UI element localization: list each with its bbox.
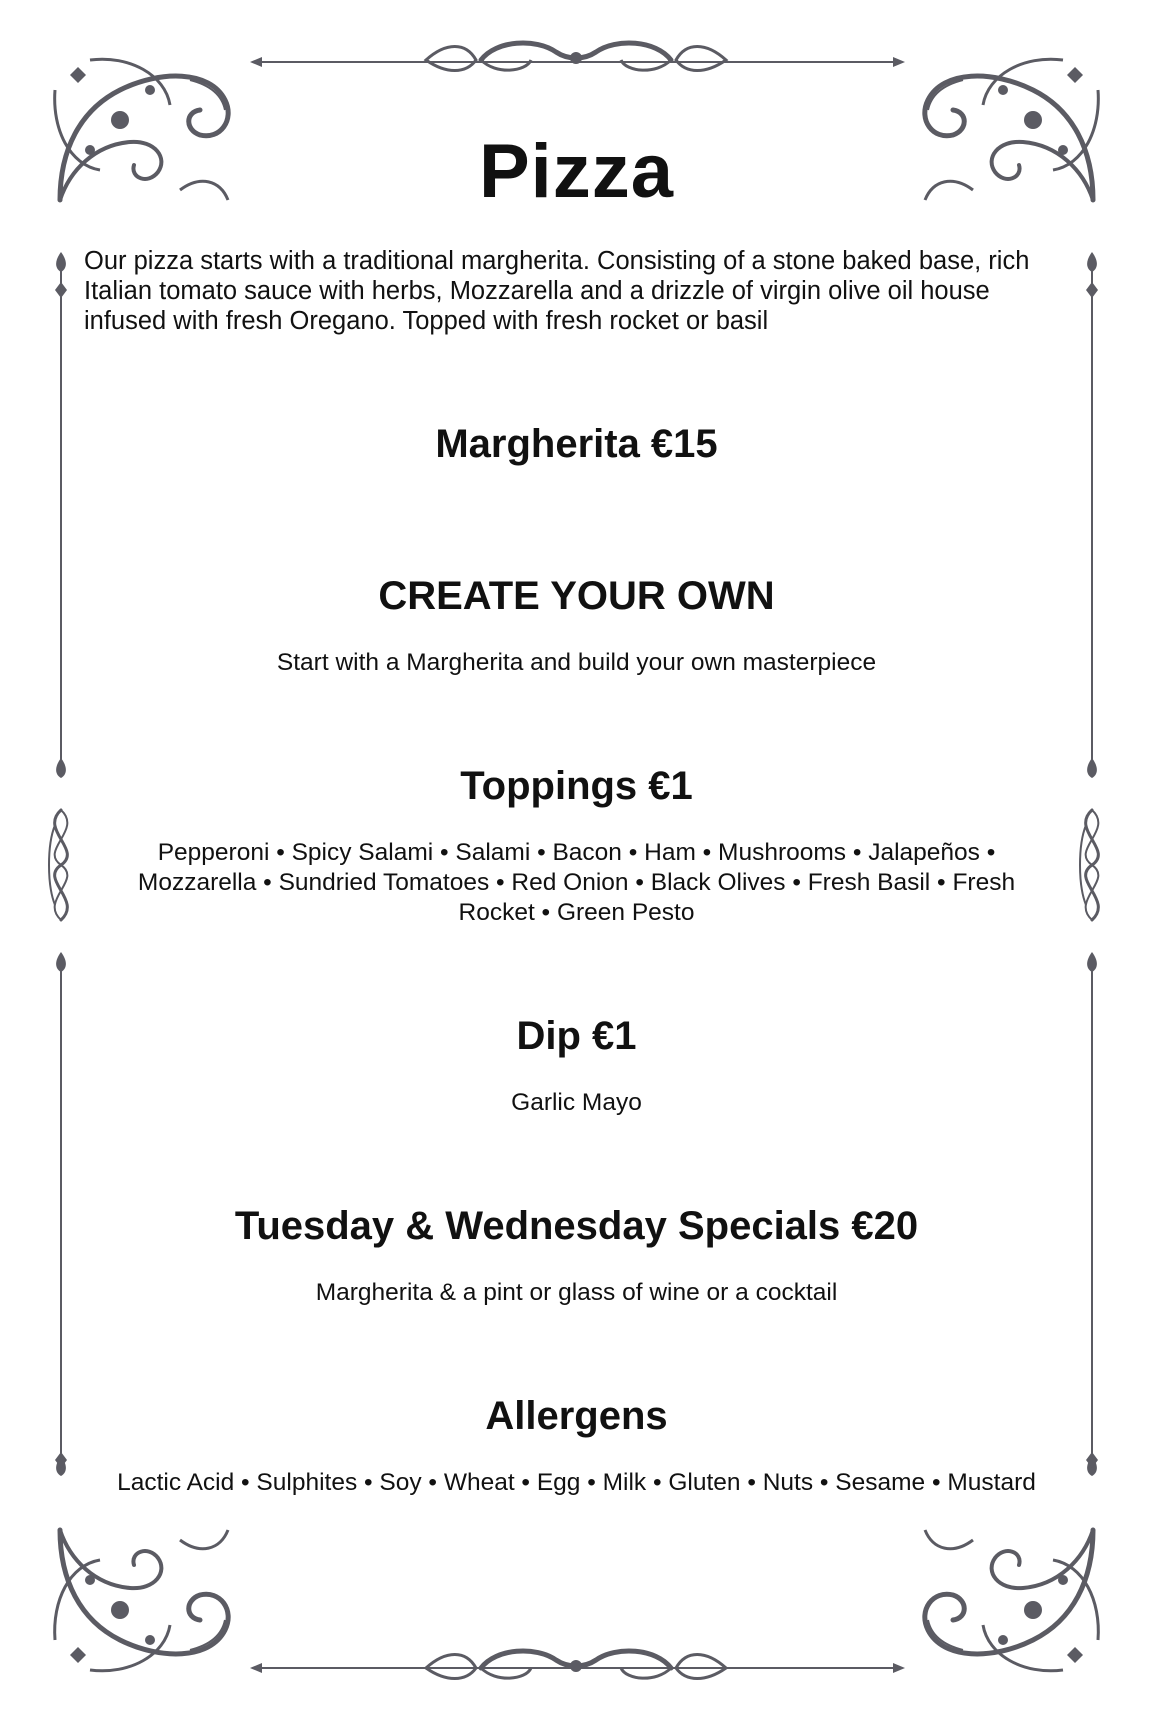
allergens-list: Lactic Acid • Sulphites • Soy • Wheat • Egg • Milk • Gluten • Nuts • Sesame • Mustard [117, 1469, 1036, 1496]
specials-heading: Tuesday & Wednesday Specials €20 [234, 1204, 919, 1248]
allergens-heading: Allergens [485, 1394, 668, 1438]
toppings-list: Pepperoni • Spicy Salami • Salami • Bacon • Ham • Mushrooms • Jalapeños • Mozzarella • Sundried Tomatoes • Red Onion • Black Olives • Fresh Basil • Fresh Rocket • Green Pesto [137, 839, 1016, 926]
margherita-heading: Margherita €15 [435, 422, 718, 466]
menu-intro: Our pizza starts with a traditional margherita. Consisting of a stone baked base, rich Italian tomato sauce with herbs, Mozzarella and a drizzle of virgin olive oil house infused with fresh Oregano. Topped with fresh rocket or basil [84, 247, 1030, 335]
menu-title: Pizza [478, 129, 675, 214]
top-scroll-ornament-icon [426, 40, 726, 80]
toppings-heading: Toppings €1 [460, 764, 693, 808]
create-your-own-heading: CREATE YOUR OWN [378, 574, 775, 618]
specials-text: Margherita & a pint or glass of wine or a cocktail [315, 1279, 838, 1306]
dip-text: Garlic Mayo [511, 1089, 642, 1116]
side-loop-ornament-icon [40, 808, 84, 922]
teardrop-finial-icon [52, 252, 70, 272]
dip-heading: Dip €1 [516, 1014, 637, 1058]
create-your-own-text: Start with a Margherita and build your own masterpiece [276, 649, 877, 676]
